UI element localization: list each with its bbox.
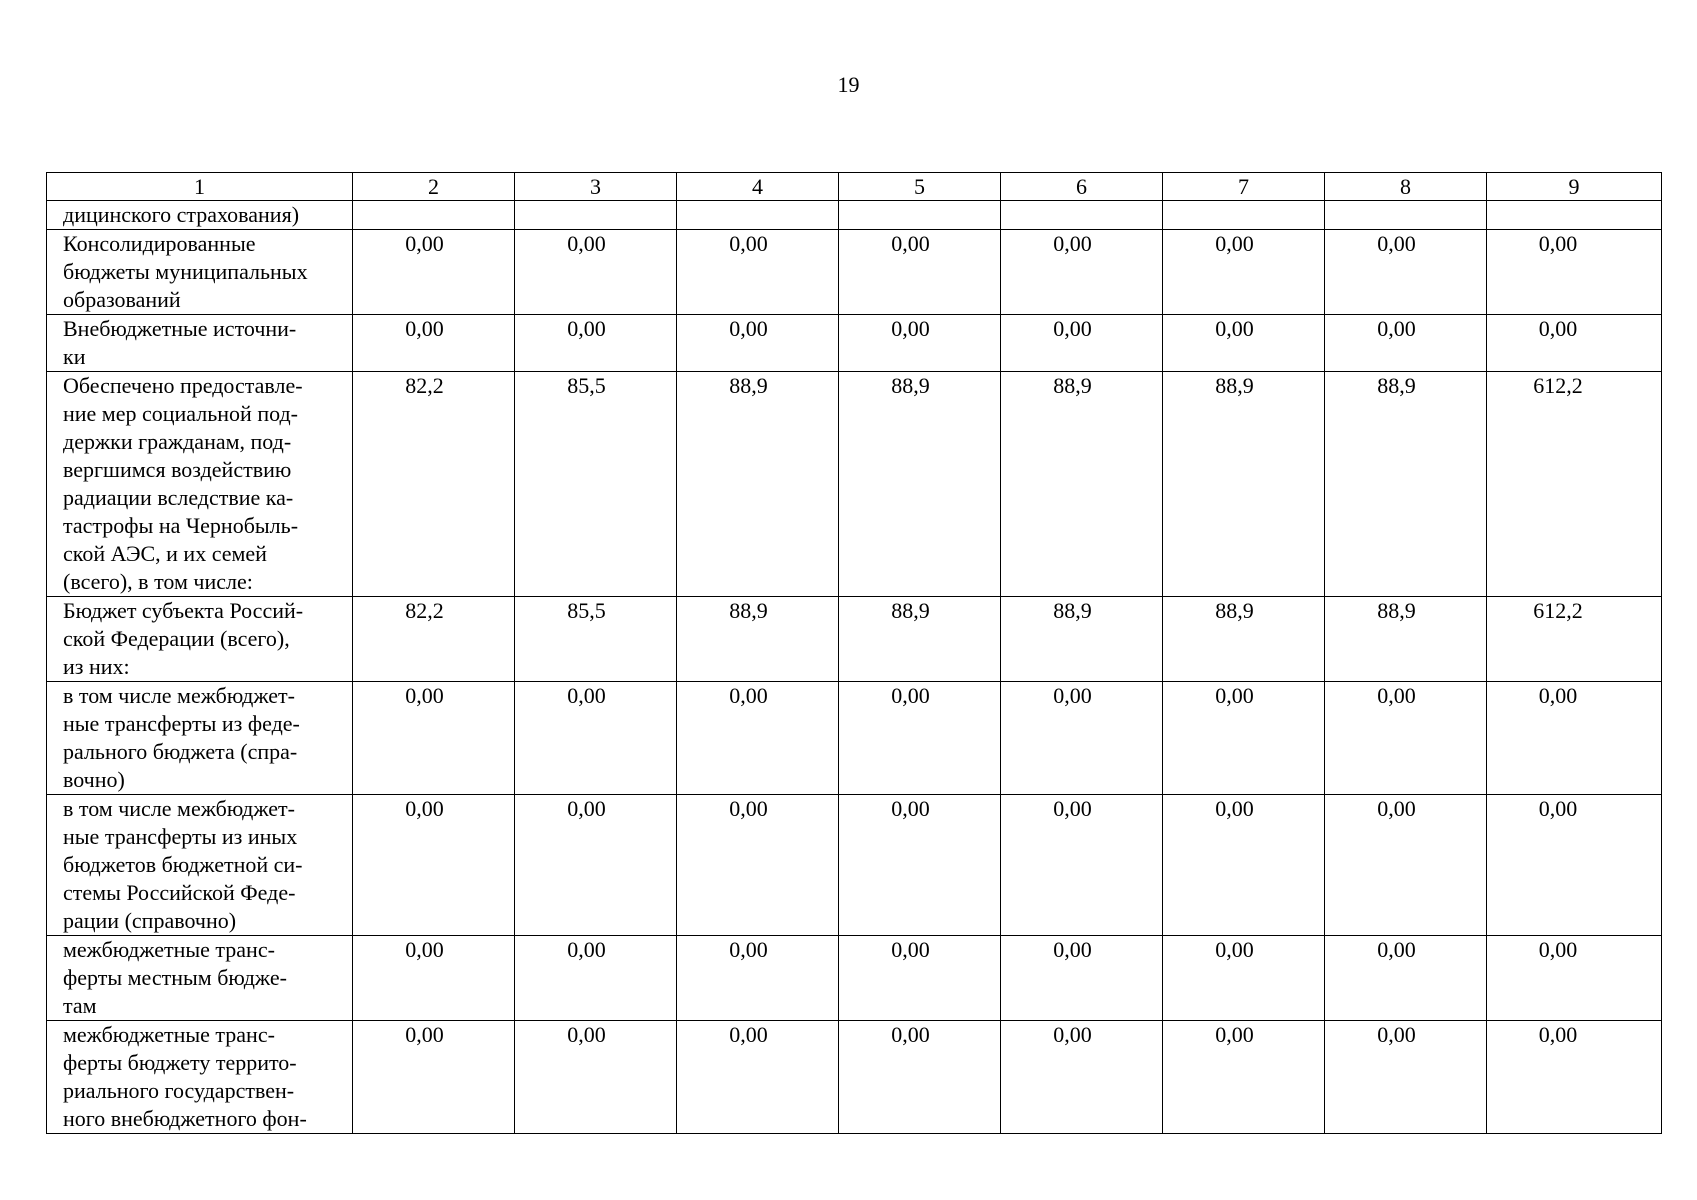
row-label-line: ные трансферты из феде- <box>63 711 300 736</box>
row-label-line: Консолидированные <box>63 231 256 256</box>
row-label-line: ской АЭС, и их семей <box>63 541 267 566</box>
value-cell-col-4: 88,9 <box>677 597 839 682</box>
value-cell-col-8: 0,00 <box>1325 682 1487 795</box>
row-label-line: радиации вследствие ка- <box>63 485 294 510</box>
row-label-line: рации (справочно) <box>63 908 237 933</box>
budget-table <box>46 172 1662 1134</box>
value-cell-col-6: 0,00 <box>1001 795 1163 936</box>
table-row <box>47 230 1662 315</box>
value-cell-col-4: 0,00 <box>677 682 839 795</box>
table-row <box>47 372 1662 597</box>
value-cell-col-8 <box>1325 201 1487 230</box>
value-cell-col-9: 0,00 <box>1487 682 1662 795</box>
value-cell-col-3: 0,00 <box>515 682 677 795</box>
value-cell-col-7: 0,00 <box>1163 315 1325 372</box>
column-header-5: 5 <box>839 173 1001 201</box>
value-cell-col-4 <box>677 201 839 230</box>
value-cell-col-2: 0,00 <box>353 936 515 1021</box>
value-cell-col-8: 0,00 <box>1325 795 1487 936</box>
row-label-line: вочно) <box>63 767 125 792</box>
page-number: 19 <box>837 72 860 97</box>
value-cell-col-3: 85,5 <box>515 597 677 682</box>
row-label-line: Обеспечено предоставле- <box>63 373 303 398</box>
row-label <box>47 936 353 1021</box>
row-label-line: (всего), в том числе: <box>63 569 253 594</box>
value-cell-col-3: 0,00 <box>515 230 677 315</box>
value-cell-col-5 <box>839 201 1001 230</box>
value-cell-col-3: 0,00 <box>515 315 677 372</box>
row-label <box>47 230 353 315</box>
row-label-line: бюджетов бюджетной си- <box>63 852 303 877</box>
column-header-9: 9 <box>1487 173 1662 201</box>
value-cell-col-5: 0,00 <box>839 230 1001 315</box>
value-cell-col-8: 0,00 <box>1325 315 1487 372</box>
value-cell-col-2: 0,00 <box>353 315 515 372</box>
table-row <box>47 795 1662 936</box>
table-row <box>47 936 1662 1021</box>
value-cell-col-8: 0,00 <box>1325 1021 1487 1134</box>
column-header-3: 3 <box>515 173 677 201</box>
value-cell-col-4: 0,00 <box>677 315 839 372</box>
value-cell-col-5: 0,00 <box>839 682 1001 795</box>
column-header-2: 2 <box>353 173 515 201</box>
table-row <box>47 1021 1662 1134</box>
value-cell-col-9 <box>1487 201 1662 230</box>
value-cell-col-2: 82,2 <box>353 597 515 682</box>
row-label-line: ферты местным бюдже- <box>63 965 287 990</box>
value-cell-col-7: 0,00 <box>1163 1021 1325 1134</box>
row-label-line: в том числе межбюджет- <box>63 796 295 821</box>
table-row <box>47 201 1662 230</box>
value-cell-col-2: 0,00 <box>353 795 515 936</box>
value-cell-col-6: 0,00 <box>1001 230 1163 315</box>
value-cell-col-8: 88,9 <box>1325 372 1487 597</box>
row-label-line: ные трансферты из иных <box>63 824 298 849</box>
column-header-6: 6 <box>1001 173 1163 201</box>
value-cell-col-6: 0,00 <box>1001 936 1163 1021</box>
value-cell-col-2: 82,2 <box>353 372 515 597</box>
value-cell-col-9: 0,00 <box>1487 315 1662 372</box>
value-cell-col-7: 88,9 <box>1163 597 1325 682</box>
column-header-4: 4 <box>677 173 839 201</box>
value-cell-col-8: 88,9 <box>1325 597 1487 682</box>
table-row <box>47 315 1662 372</box>
row-label-line: Внебюджетные источни- <box>63 316 297 341</box>
value-cell-col-5: 0,00 <box>839 936 1001 1021</box>
row-label <box>47 315 353 372</box>
row-label-line: межбюджетные транс- <box>63 937 275 962</box>
row-label-line: ки <box>63 344 86 369</box>
table-row <box>47 597 1662 682</box>
value-cell-col-2 <box>353 201 515 230</box>
value-cell-col-3 <box>515 201 677 230</box>
value-cell-col-3: 85,5 <box>515 372 677 597</box>
row-label-line: риального государствен- <box>63 1078 295 1103</box>
value-cell-col-9: 612,2 <box>1487 597 1662 682</box>
value-cell-col-5: 88,9 <box>839 597 1001 682</box>
row-label-line: дицинского страхования) <box>63 202 300 227</box>
value-cell-col-7: 0,00 <box>1163 682 1325 795</box>
value-cell-col-4: 88,9 <box>677 372 839 597</box>
value-cell-col-2: 0,00 <box>353 230 515 315</box>
value-cell-col-3: 0,00 <box>515 795 677 936</box>
value-cell-col-4: 0,00 <box>677 795 839 936</box>
value-cell-col-9: 0,00 <box>1487 1021 1662 1134</box>
row-label-line: ние мер социальной под- <box>63 401 298 426</box>
row-label-line: ферты бюджету террито- <box>63 1050 297 1075</box>
value-cell-col-6: 88,9 <box>1001 372 1163 597</box>
value-cell-col-5: 0,00 <box>839 1021 1001 1134</box>
row-label-line: Бюджет субъекта Россий- <box>63 598 304 623</box>
value-cell-col-9: 612,2 <box>1487 372 1662 597</box>
table-header-row <box>47 173 1662 201</box>
value-cell-col-6: 0,00 <box>1001 1021 1163 1134</box>
value-cell-col-4: 0,00 <box>677 936 839 1021</box>
row-label-line: в том числе межбюджет- <box>63 683 295 708</box>
row-label-line: ской Федерации (всего), <box>63 626 290 651</box>
value-cell-col-3: 0,00 <box>515 1021 677 1134</box>
value-cell-col-8: 0,00 <box>1325 936 1487 1021</box>
row-label-line: держки гражданам, под- <box>63 429 292 454</box>
value-cell-col-9: 0,00 <box>1487 230 1662 315</box>
column-header-1: 1 <box>47 173 353 201</box>
value-cell-col-7 <box>1163 201 1325 230</box>
row-label-line: межбюджетные транс- <box>63 1022 275 1047</box>
value-cell-col-6: 88,9 <box>1001 597 1163 682</box>
row-label <box>47 1021 353 1134</box>
value-cell-col-7: 0,00 <box>1163 795 1325 936</box>
value-cell-col-2: 0,00 <box>353 682 515 795</box>
value-cell-col-4: 0,00 <box>677 230 839 315</box>
value-cell-col-5: 88,9 <box>839 372 1001 597</box>
table-row <box>47 682 1662 795</box>
row-label <box>47 682 353 795</box>
column-header-7: 7 <box>1163 173 1325 201</box>
value-cell-col-7: 0,00 <box>1163 936 1325 1021</box>
row-label-line: стемы Российской Феде- <box>63 880 296 905</box>
column-header-8: 8 <box>1325 173 1487 201</box>
value-cell-col-6: 0,00 <box>1001 315 1163 372</box>
value-cell-col-5: 0,00 <box>839 795 1001 936</box>
value-cell-col-7: 0,00 <box>1163 230 1325 315</box>
row-label-line: тастрофы на Чернобыль- <box>63 513 299 538</box>
row-label-line: образований <box>63 287 181 312</box>
row-label-line: вергшимся воздействию <box>63 457 292 482</box>
row-label <box>47 201 353 230</box>
value-cell-col-4: 0,00 <box>677 1021 839 1134</box>
row-label-line: рального бюджета (спра- <box>63 739 298 764</box>
row-label <box>47 597 353 682</box>
value-cell-col-8: 0,00 <box>1325 230 1487 315</box>
row-label-line: бюджеты муниципальных <box>63 259 308 284</box>
value-cell-col-6: 0,00 <box>1001 682 1163 795</box>
table-body <box>47 201 1662 1134</box>
row-label <box>47 795 353 936</box>
value-cell-col-5: 0,00 <box>839 315 1001 372</box>
value-cell-col-9: 0,00 <box>1487 936 1662 1021</box>
row-label-line: из них: <box>63 654 130 679</box>
value-cell-col-9: 0,00 <box>1487 795 1662 936</box>
value-cell-col-6 <box>1001 201 1163 230</box>
value-cell-col-2: 0,00 <box>353 1021 515 1134</box>
row-label-line: там <box>63 993 97 1018</box>
value-cell-col-7: 88,9 <box>1163 372 1325 597</box>
row-label-line: ного внебюджетного фон- <box>63 1106 307 1131</box>
row-label <box>47 372 353 597</box>
value-cell-col-3: 0,00 <box>515 936 677 1021</box>
